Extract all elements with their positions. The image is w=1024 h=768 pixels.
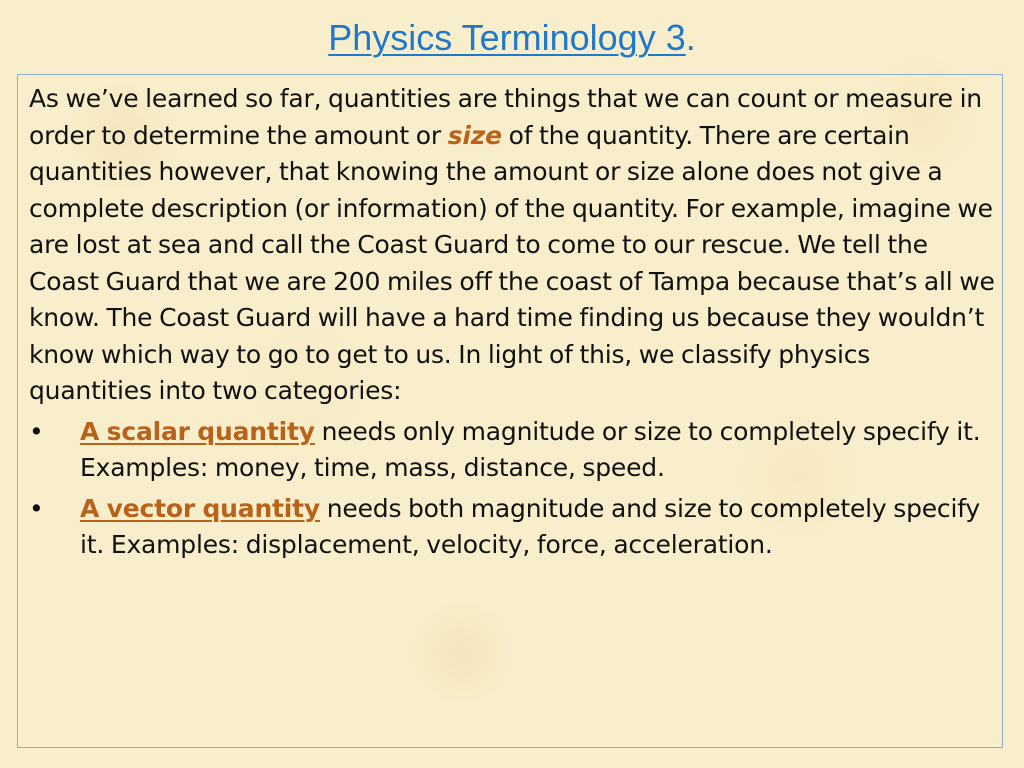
vector-quantity-link[interactable]: A vector quantity: [80, 493, 321, 523]
bullet-dot-icon: •: [29, 416, 44, 446]
slide-title-link[interactable]: Physics Terminology 3: [328, 17, 686, 58]
slide-title-period: .: [685, 17, 696, 58]
quantity-types-list: [29, 414, 996, 564]
size-emphasis: size: [447, 120, 502, 150]
bullet-dot-icon: •: [29, 493, 44, 523]
vector-quantity-text: needs both magnitude and size to completely specify it. Examples: displacement, velocity, force, acceleration.: [80, 493, 980, 559]
intro-paragraph: [29, 81, 996, 410]
intro-text-part1: As we’ve learned so far, quantities are things that we can count or measure in order to determine the amount or: [29, 84, 982, 150]
scalar-quantity-link[interactable]: A scalar quantity: [80, 416, 315, 446]
bullet-scalar-quantity: [29, 414, 996, 487]
bullet-vector-quantity: [29, 491, 996, 564]
intro-text-part2: of the quantity. There are certain quantities however, that knowing the amount or size alone does not give a complete description (or information) of the quantity. For example, imagine we are lost at sea and call the Coast Guard to come to our rescue. We tell the Coast Guard that we are 200 miles off the coast of Tampa because that’s all we know. The Coast Guard will have a hard time finding us because they wouldn’t know which way to go to get to us. In light of this, we classify physics quantities into two categories:: [29, 120, 995, 405]
slide-title: [0, 14, 1024, 62]
scalar-quantity-text: needs only magnitude or size to completely specify it. Examples: money, time, mass, distance, speed.: [80, 416, 981, 482]
content-box: [17, 74, 1003, 748]
